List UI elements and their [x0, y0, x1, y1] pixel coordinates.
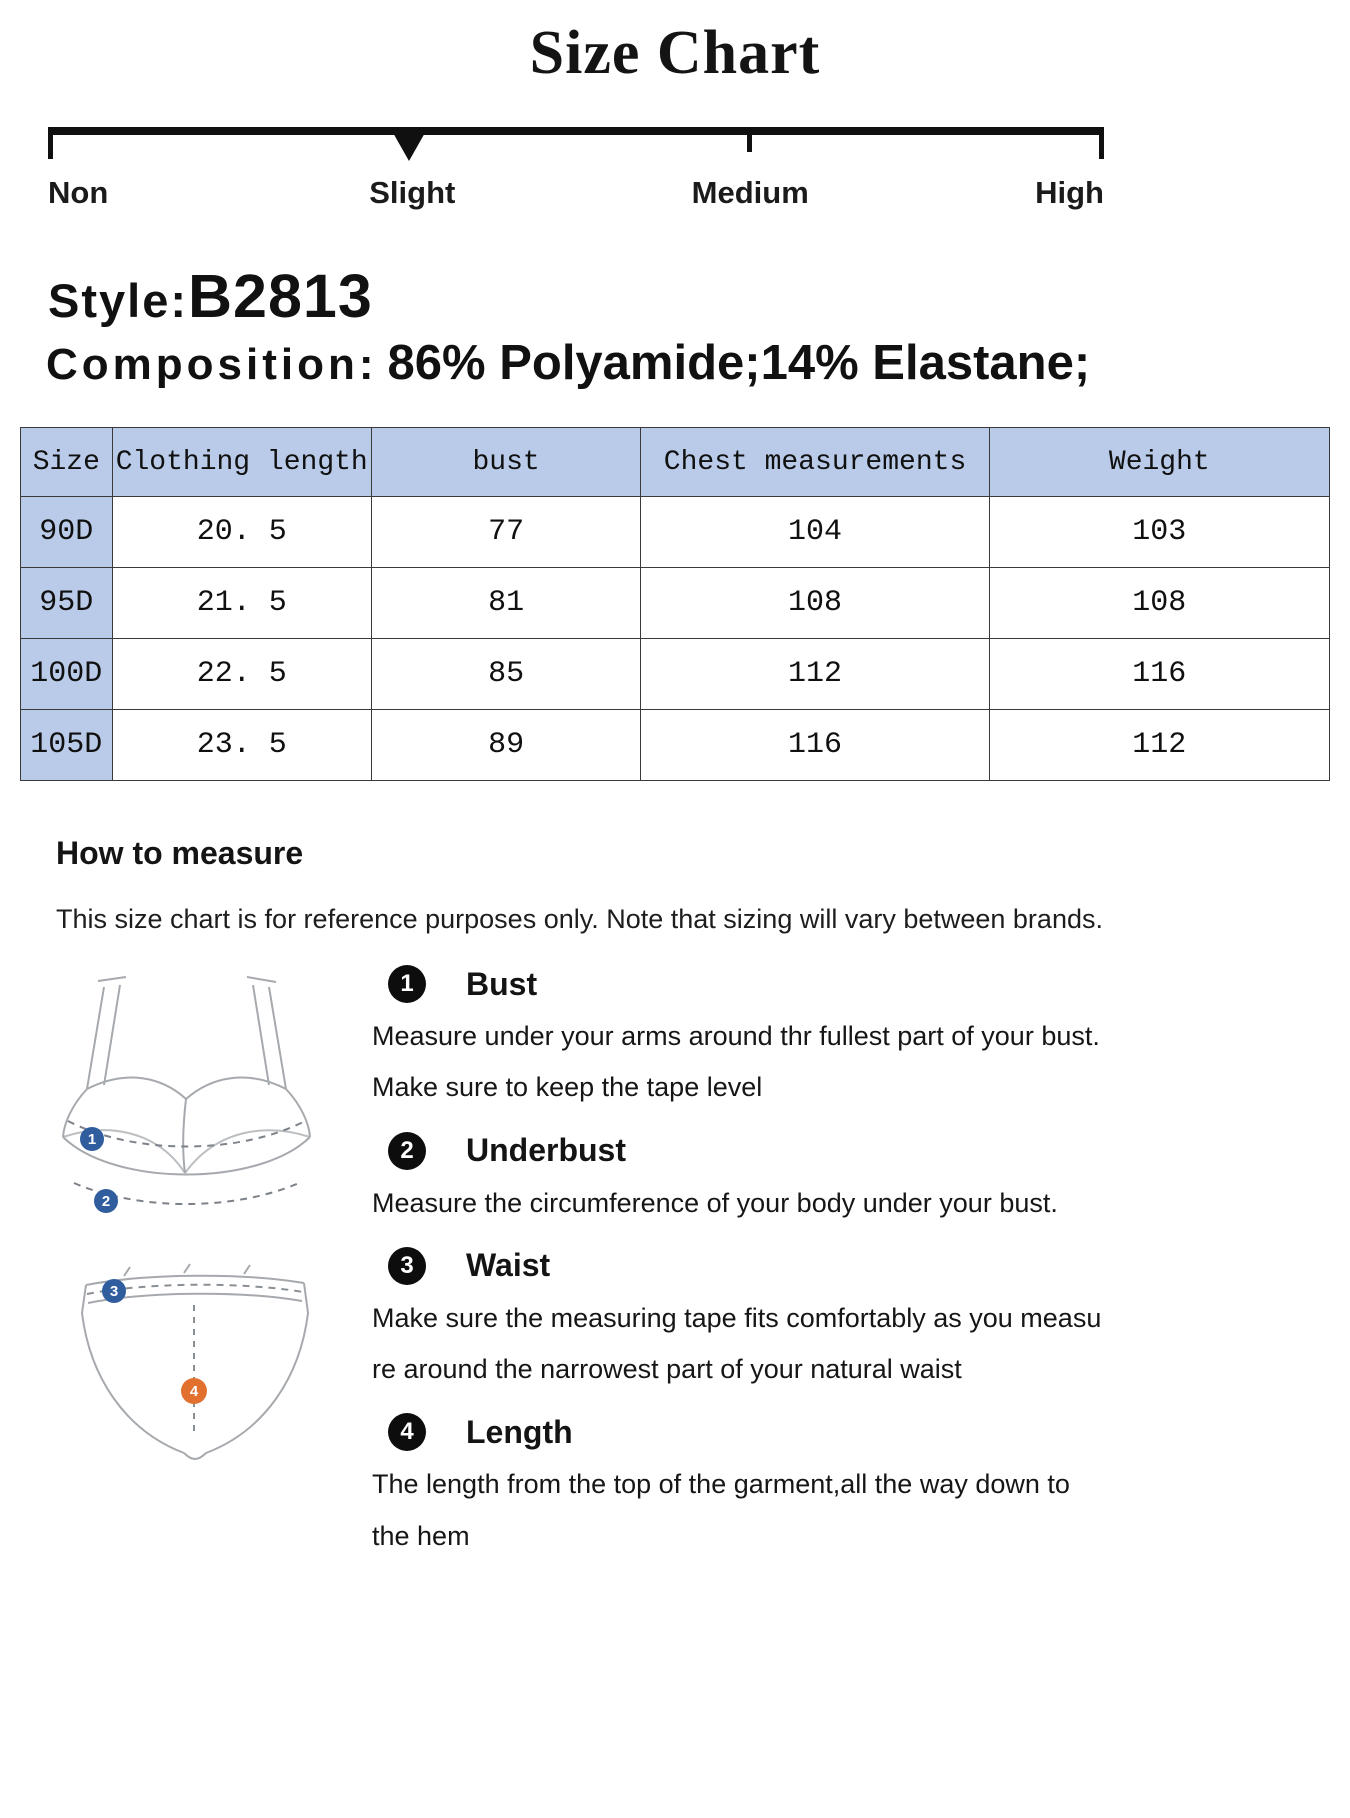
- panty-measure-lines: [87, 1285, 303, 1435]
- step-title: Bust: [466, 965, 538, 1002]
- scale-tick-medium: [747, 135, 752, 152]
- table-cell: 77: [371, 497, 641, 568]
- style-label: Style:: [48, 274, 188, 327]
- step-description-line: The length from the top of the garment,all the way down to: [372, 1469, 1070, 1500]
- table-row: [21, 568, 1330, 639]
- table-cell-size: 90D: [21, 497, 113, 568]
- measure-step-waist: [372, 1247, 1272, 1396]
- waist-marker-label: 3: [109, 1283, 119, 1300]
- table-cell: 89: [371, 710, 641, 781]
- length-marker-label: 4: [189, 1383, 199, 1400]
- step-head: [372, 965, 1272, 1003]
- measure-step-underbust: [372, 1132, 1272, 1229]
- table-cell-size: 100D: [21, 639, 113, 710]
- table-cell: 108: [641, 568, 989, 639]
- column-header-chest-measurements: Chest measurements: [641, 428, 989, 497]
- scale-label-non: Non: [48, 175, 109, 210]
- table-cell: 85: [371, 639, 641, 710]
- measure-section: [34, 965, 1350, 1562]
- measure-step-length: [372, 1413, 1272, 1562]
- table-cell: 116: [641, 710, 989, 781]
- step-1-badge: 1: [388, 965, 426, 1003]
- page-title: Size Chart: [529, 19, 821, 87]
- table-cell: 108: [989, 568, 1329, 639]
- style-value: B2813: [188, 262, 373, 330]
- step-head: [372, 1132, 1272, 1170]
- measure-step-bust: [372, 965, 1272, 1114]
- size-table-header-row: [21, 428, 1330, 497]
- composition-line: [46, 335, 1350, 391]
- table-cell: 20. 5: [112, 497, 371, 568]
- scale-bar: [48, 127, 1104, 135]
- underbust-marker-label: 2: [101, 1193, 111, 1210]
- step-head: [372, 1413, 1272, 1451]
- table-cell: 21. 5: [112, 568, 371, 639]
- size-table: [20, 427, 1330, 781]
- step-title: Waist: [466, 1247, 551, 1284]
- scale-tick-left: [48, 135, 53, 159]
- measure-note: This size chart is for reference purposes only. Note that sizing will vary between brands.: [56, 904, 1103, 934]
- measure-steps: [372, 965, 1272, 1562]
- step-description-line: re around the narrowest part of your natural waist: [372, 1354, 962, 1385]
- table-cell: 103: [989, 497, 1329, 568]
- column-header-bust: bust: [371, 428, 641, 497]
- table-row: [21, 639, 1330, 710]
- scale-label-medium: Medium: [691, 175, 809, 210]
- column-header-clothing-length: Clothing length: [112, 428, 371, 497]
- step-description-line: Measure under your arms around thr fullest part of your bust.: [372, 1021, 1100, 1051]
- column-header-size: Size: [21, 428, 113, 497]
- step-3-badge: 3: [388, 1247, 426, 1285]
- scale-label-slight: Slight: [369, 175, 456, 210]
- table-cell: 22. 5: [112, 639, 371, 710]
- table-cell: 81: [371, 568, 641, 639]
- garment-diagram: [34, 973, 356, 1562]
- table-cell: 112: [641, 639, 989, 710]
- scale-marker-icon: [392, 131, 426, 161]
- garment-sketch: [34, 973, 356, 1553]
- table-cell: 112: [989, 710, 1329, 781]
- table-cell: 23. 5: [112, 710, 371, 781]
- step-4-badge: 4: [388, 1413, 426, 1451]
- table-row: [21, 497, 1330, 568]
- table-row: [21, 710, 1330, 781]
- style-line: [48, 261, 1350, 331]
- how-to-measure-heading: How to measure: [56, 835, 304, 871]
- table-cell: 104: [641, 497, 989, 568]
- step-title: Length: [466, 1413, 573, 1450]
- column-header-weight: Weight: [989, 428, 1329, 497]
- table-cell-size: 95D: [21, 568, 113, 639]
- composition-value: 86% Polyamide;14% Elastane;: [387, 336, 1091, 390]
- intensity-scale: [48, 127, 1104, 227]
- step-2-badge: 2: [388, 1132, 426, 1170]
- bust-marker-label: 1: [87, 1131, 97, 1148]
- step-description-line: Make sure to keep the tape level: [372, 1072, 763, 1103]
- scale-tick-right: [1099, 135, 1104, 159]
- step-description-line: Make sure the measuring tape fits comfortably as you measu: [372, 1302, 1102, 1333]
- step-description-line: the hem: [372, 1520, 470, 1551]
- scale-label-high: High: [1035, 175, 1104, 210]
- step-head: [372, 1247, 1272, 1285]
- table-cell: 116: [989, 639, 1329, 710]
- step-description-line: Measure the circumference of your body under your bust.: [372, 1187, 1058, 1218]
- step-title: Underbust: [466, 1132, 626, 1169]
- composition-label: Composition:: [46, 340, 378, 389]
- table-cell-size: 105D: [21, 710, 113, 781]
